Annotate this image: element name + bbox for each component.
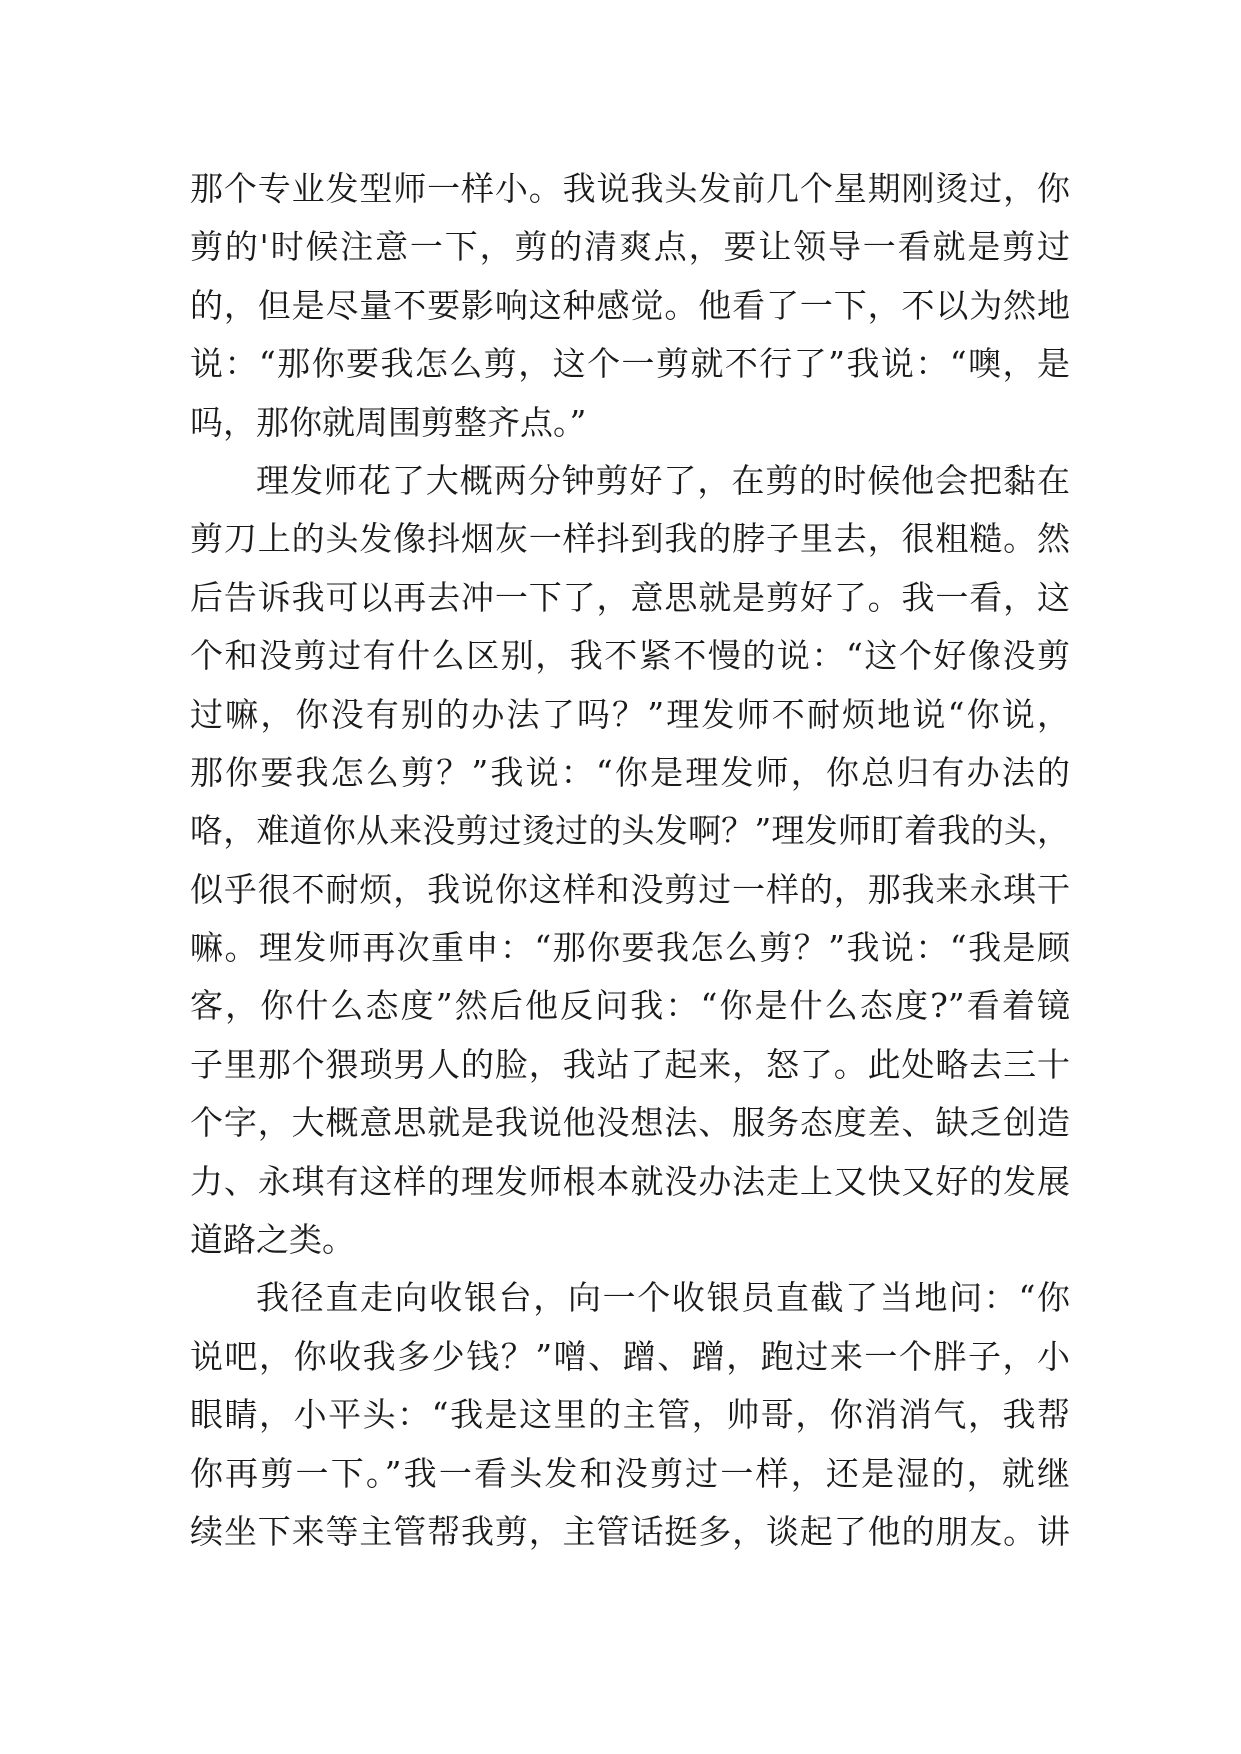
text-line: 个字，大概意思就是我说他没想法、服务态度差、缺乏创造	[190, 1103, 1070, 1143]
body-text	[190, 160, 1070, 1561]
text-line: 子里那个猥琐男人的脸，我站了起来，怒了。此处略去三十	[190, 1044, 1070, 1084]
text-line: 说：“那你要我怎么剪，这个一剪就不行了”我说：“噢，是	[190, 344, 1070, 384]
text-line: 吗，那你就周围剪整齐点。”	[190, 402, 587, 442]
text-line: 我径直走向收银台，向一个收银员直截了当地问：“你	[256, 1278, 1070, 1318]
text-line: 的，但是尽量不要影响这种感觉。他看了一下，不以为然地	[190, 285, 1070, 325]
paragraph	[190, 452, 1070, 1269]
text-line: 你再剪一下。”我一看头发和没剪过一样，还是湿的，就继	[190, 1453, 1070, 1493]
text-line: 理发师花了大概两分钟剪好了，在剪的时候他会把黏在	[256, 460, 1070, 500]
text-line: 道路之类。	[190, 1220, 355, 1260]
paragraph	[190, 1269, 1070, 1561]
text-line: 续坐下来等主管帮我剪，主管话挺多，谈起了他的朋友。讲	[190, 1511, 1070, 1551]
text-line: 嘛。理发师再次重申：“那你要我怎么剪？”我说：“我是顾	[190, 928, 1070, 968]
paragraph	[190, 160, 1070, 452]
text-line: 力、永琪有这样的理发师根本就没办法走上又快又好的发展	[190, 1161, 1070, 1201]
text-line: 咯，难道你从来没剪过烫过的头发啊？”理发师盯着我的头，	[190, 811, 1070, 851]
text-line: 后告诉我可以再去冲一下了，意思就是剪好了。我一看，这	[190, 577, 1070, 617]
text-line: 客，你什么态度”然后他反问我：“你是什么态度?”看着镜	[190, 986, 1070, 1026]
text-line: 说吧，你收我多少钱？”噌、蹭、蹭，跑过来一个胖子，小	[190, 1336, 1070, 1376]
text-line: 剪的'时候注意一下，剪的清爽点，要让领导一看就是剪过	[190, 227, 1070, 267]
text-line: 那个专业发型师一样小。我说我头发前几个星期刚烫过，你	[190, 169, 1070, 208]
text-line: 剪刀上的头发像抖烟灰一样抖到我的脖子里去，很粗糙。然	[190, 519, 1070, 559]
text-line: 似乎很不耐烦，我说你这样和没剪过一样的，那我来永琪干	[190, 869, 1070, 909]
text-line: 过嘛，你没有别的办法了吗？”理发师不耐烦地说“你说，	[190, 694, 1070, 734]
text-line: 那你要我怎么剪？”我说：“你是理发师，你总归有办法的	[190, 752, 1070, 792]
text-line: 眼睛，小平头：“我是这里的主管，帅哥，你消消气，我帮	[190, 1395, 1070, 1435]
text-line: 个和没剪过有什么区别，我不紧不慢的说：“这个好像没剪	[190, 636, 1070, 676]
